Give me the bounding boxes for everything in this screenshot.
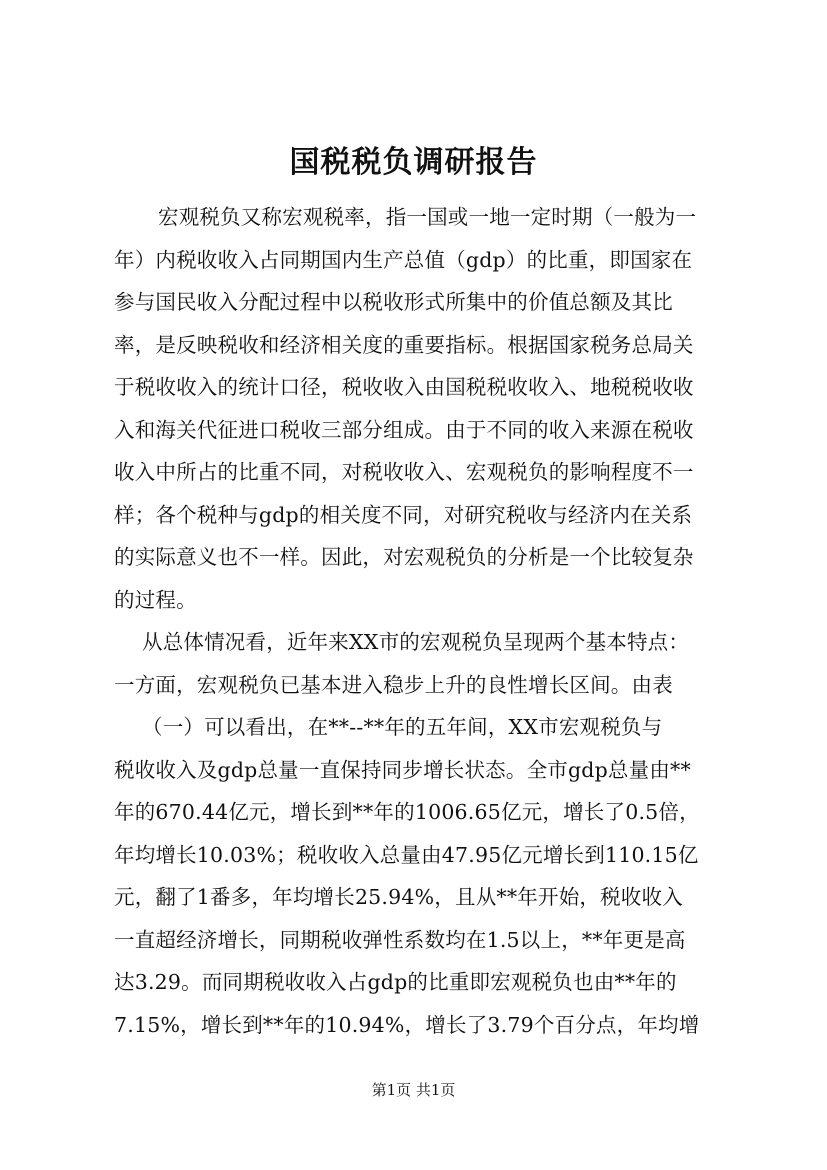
paragraph-line: 年）内税收收入占同期国内生产总值（gdp）的比重，即国家在: [114, 247, 693, 272]
paragraph-line: 达3.29。而同期税收收入占gdp的比重即宏观税负也由**年的: [114, 970, 677, 994]
paragraph-line: 元，翻了1番多，年均增长25.94%，且从**年开始，税收收入: [114, 885, 683, 909]
paragraph-line: 一方面，宏观税负已基本进入稳步上升的良性增长区间。由表: [114, 672, 673, 697]
paragraph-line: 的实际意义也不一样。因此，对宏观税负的分析是一个比较复杂: [114, 545, 694, 569]
paragraph-line: 收入中所占的比重不同，对税收收入、宏观税负的影响程度不一: [114, 460, 694, 484]
page-footer: 第1页 共1页: [371, 1081, 456, 1099]
paragraph-line: 年均增长10.03%；税收收入总量由47.95亿元增长到110.15亿: [114, 842, 699, 867]
document-title: 国税税负调研报告: [289, 145, 538, 180]
paragraph-line: 一直超经济增长，同期税收弹性系数均在1.5以上，**年更是高: [114, 927, 686, 952]
paragraph-line: 率，是反映税收和经济相关度的重要指标。根据国家税务总局关: [114, 332, 694, 357]
paragraph-line: 宏观税负又称宏观税率，指一国或一地一定时期（一般为一: [158, 205, 697, 229]
paragraph-line: 从总体情况看，近年来XX市的宏观税负呈现两个基本特点：: [142, 630, 690, 654]
paragraph-line: 样；各个税种与gdp的相关度不同，对研究税收与经济内在关系: [114, 502, 693, 527]
document-body: [114, 196, 744, 1046]
paragraph-line: 于税收收入的统计口径，税收收入由国税税收收入、地税税收收: [114, 375, 694, 399]
paragraph-line: （一）可以看出，在**--**年的五年间，XX市宏观税负与: [142, 715, 663, 739]
paragraph-line: 的过程。: [114, 587, 197, 612]
paragraph-line: 税收收入及gdp总量一直保持同步增长状态。全市gdp总量由**: [114, 757, 691, 782]
paragraph-line: 入和海关代征进口税收三部分组成。由于不同的收入来源在税收: [114, 417, 694, 442]
paragraph-line: 7.15%，增长到**年的10.94%，增长了3.79个百分点，年均增: [114, 1012, 700, 1037]
paragraph-line: 参与国民收入分配过程中以税收形式所集中的价值总额及其比: [114, 290, 673, 314]
paragraph-line: 年的670.44亿元，增长到**年的1006.65亿元，增长了0.5倍，: [114, 800, 700, 824]
